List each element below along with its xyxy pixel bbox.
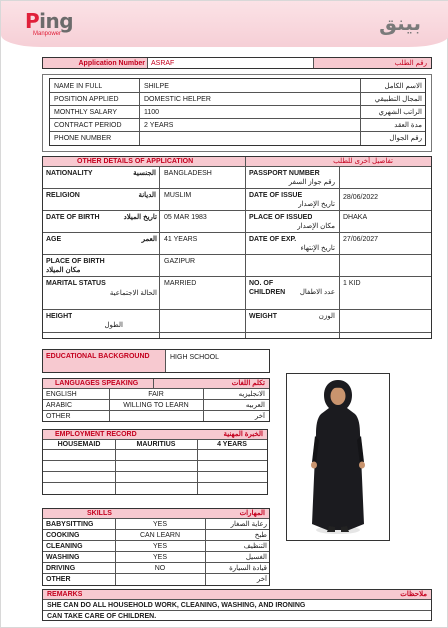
nationality-value: BANGLADESH (164, 170, 212, 177)
age-label: AGE (46, 236, 62, 243)
height-label: HEIGHT (46, 313, 73, 320)
language-english-label-ar: الانجليزيه (238, 391, 265, 398)
skill-driving-label-ar: قيادة السيارة (229, 565, 267, 572)
dob-value: 05 MAR 1983 (164, 214, 207, 221)
applicant-photo-frame (286, 373, 390, 541)
skill-washing-value: YES (152, 554, 167, 561)
skill-other-label-ar: آخر (256, 576, 267, 583)
religion-label: RELIGION (46, 192, 80, 199)
marital-status-value: MARRIED (164, 280, 197, 287)
position-label-ar: المجال التطبيقي (374, 96, 422, 103)
other-details-title: OTHER DETAILS OF APPLICATION (77, 158, 194, 165)
application-number-label: Application Number (78, 60, 145, 67)
remarks-line-2: CAN TAKE CARE OF CHILDREN. (47, 613, 157, 620)
skill-driving-label: DRIVING (46, 565, 76, 572)
children-label: NO. OF CHILDREN (249, 280, 286, 296)
skill-cooking-label: COOKING (46, 532, 80, 539)
language-other-label-ar: آخر (254, 413, 265, 420)
phone-label-ar: رقم الجوال (389, 135, 422, 142)
language-english-value: FAIR (148, 391, 164, 398)
position-label: POSITION APPLIED (54, 96, 119, 103)
application-number-row (42, 57, 432, 69)
employment-title: EMPLOYMENT RECORD (55, 431, 137, 438)
expiry-date-value: 27/06/2027 (343, 236, 379, 243)
language-arabic-label-ar: العربيه (245, 402, 265, 409)
remarks-label-ar: ملاحظات (400, 591, 427, 598)
contract-label: CONTRACT PERIOD (54, 122, 122, 129)
children-value: 1 KID (343, 280, 361, 287)
skill-cooking-label-ar: طبخ (254, 532, 267, 539)
salary-label: MONTHLY SALARY (54, 109, 118, 116)
employment-title-ar: الخبرة المهنية (223, 431, 263, 438)
other-details-table (42, 156, 432, 339)
skill-babysitting-value: YES (152, 521, 167, 528)
employment-header-duration: 4 YEARS (217, 441, 247, 448)
weight-label-ar: الوزن (318, 313, 335, 320)
nationality-label-ar: الجنسية (133, 170, 156, 177)
employment-table (42, 429, 268, 495)
remarks-table (42, 589, 432, 621)
skill-cooking-value: CAN LEARN (139, 532, 181, 539)
skills-title-ar: المهارات (239, 510, 265, 517)
salary-value: 1100 (144, 109, 160, 116)
nationality-label: NATIONALITY (46, 170, 93, 177)
employment-header-position: HOUSEMAID (57, 441, 101, 448)
skill-babysitting-label-ar: رعاية الصغار (230, 521, 267, 528)
marital-status-label: MARITAL STATUS (46, 280, 106, 287)
name-label-ar: الاسم الكامل (384, 83, 422, 90)
marital-status-label-ar: الحالة الاجتماعية (109, 290, 157, 297)
dob-label-ar: تاريخ الميلاد (123, 214, 157, 221)
personal-details-table (49, 78, 426, 146)
skills-table (42, 508, 270, 586)
contract-label-ar: مدة العقد (394, 122, 422, 129)
name-label: NAME IN FULL (54, 83, 103, 90)
skill-driving-value: NO (154, 565, 166, 572)
application-number-value: ASRAF (151, 60, 175, 67)
issue-place-label: PLACE OF ISSUED (249, 214, 313, 221)
religion-label-ar: الديانة (138, 192, 156, 199)
remarks-line-1: SHE CAN DO ALL HOUSEHOLD WORK, CLEANING, WASHING, AND IRONING (47, 602, 306, 609)
employment-header-country: MAURITIUS (136, 441, 176, 448)
logo-subtitle: Manpower (33, 31, 62, 37)
company-logo-left (25, 9, 73, 37)
education-label: EDUCATIONAL BACKGROUND (46, 353, 150, 360)
language-english-label: ENGLISH (46, 391, 77, 398)
issue-place-value: DHAKA (343, 214, 368, 221)
issue-date-label: DATE OF ISSUE (249, 192, 303, 199)
passport-label: PASSPORT NUMBER (249, 170, 320, 177)
issue-date-label-ar: تاريخ الإصدار (298, 201, 335, 208)
height-label-ar: الطول (104, 322, 123, 329)
expiry-date-label-ar: تاريخ الإنتهاء (300, 245, 335, 252)
languages-title-ar: تكلم اللغات (231, 380, 265, 387)
phone-label: PHONE NUMBER (54, 135, 112, 142)
salary-label-ar: الراتب الشهري (378, 109, 422, 116)
skill-cleaning-label-ar: التنظيف (243, 543, 267, 550)
age-value: 41 YEARS (164, 236, 198, 243)
language-arabic-value: WILLING TO LEARN (123, 402, 189, 409)
other-details-title-ar: تفاصيل أخرى للطلب (333, 158, 393, 165)
company-logo-right: ﺑﻴﻨﻖ (379, 11, 421, 35)
birth-place-label: PLACE OF BIRTH (46, 258, 105, 265)
issue-place-label-ar: مكان الإصدار (297, 223, 335, 230)
passport-label-ar: رقم جواز السفر (288, 179, 335, 186)
position-value: DOMESTIC HELPER (144, 96, 211, 103)
skill-washing-label: WASHING (46, 554, 80, 561)
application-number-label-ar: رقم الطلب (394, 60, 427, 67)
birth-place-label-ar: مكان الميلاد (46, 267, 81, 274)
contract-value: 2 YEARS (144, 122, 174, 129)
languages-title: LANGUAGES SPEAKING (55, 380, 139, 387)
birth-place-value: GAZIPUR (164, 258, 196, 265)
expiry-date-label: DATE OF EXP. (249, 236, 297, 243)
issue-date-value: 28/06/2022 (343, 194, 379, 201)
remarks-label: REMARKS (47, 591, 83, 598)
dob-label: DATE OF BIRTH (46, 214, 100, 221)
age-label-ar: العمر (141, 236, 157, 243)
languages-table (42, 378, 270, 422)
skill-other-label: OTHER (46, 576, 71, 583)
skill-babysitting-label: BABYSITTING (46, 521, 94, 528)
skill-cleaning-label: CLEANING (46, 543, 83, 550)
education-value: HIGH SCHOOL (170, 354, 220, 361)
language-arabic-label: ARABIC (46, 402, 73, 409)
language-other-label: OTHER (46, 413, 71, 420)
applicant-photo (287, 374, 389, 540)
skills-title: SKILLS (87, 510, 112, 517)
skill-cleaning-value: YES (152, 543, 167, 550)
children-label-ar: عدد الاطفال (299, 289, 335, 296)
religion-value: MUSLIM (164, 192, 192, 199)
header (1, 1, 448, 47)
name-value: SHILPE (144, 83, 169, 90)
education-table (42, 349, 270, 373)
logo-word: Ping (25, 9, 74, 33)
skill-washing-label-ar: الغسيل (245, 554, 267, 561)
weight-label: WEIGHT (249, 313, 277, 320)
